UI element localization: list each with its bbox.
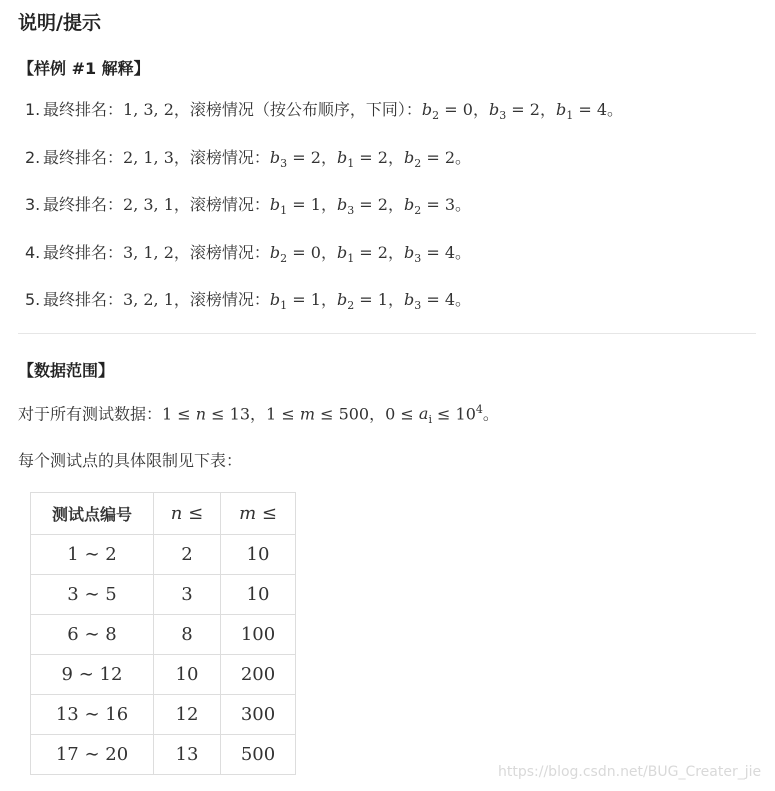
step-b-term: $b_1 = 1$	[269, 195, 321, 218]
step-mid: ，滚榜情况：	[173, 195, 270, 214]
limits-table	[30, 492, 296, 775]
cell-n: 2	[154, 535, 221, 575]
step-mid: ，滚榜情况：	[173, 242, 270, 262]
cell-testpoint: 6 ∼ 8	[31, 615, 154, 655]
divider	[18, 333, 756, 334]
step-order: 3, 1, 2	[123, 242, 174, 262]
step-order: 3, 2, 1	[123, 290, 174, 309]
cell-testpoint: 1 ∼ 2	[31, 535, 154, 575]
step-b-term: $b_3 = 4$	[403, 242, 455, 265]
step-number: 5.	[25, 290, 41, 309]
cell-n: 12	[154, 695, 221, 735]
step-mid: ，滚榜情况（按公布顺序，下同）：	[173, 100, 422, 119]
step-order: 2, 1, 3	[123, 147, 174, 167]
table-header-row	[31, 493, 296, 535]
cell-m: 500	[221, 735, 296, 775]
sample-step: 2. 最终排名：2, 1, 3，滚榜情况：$b_3 = 2$，$b_1 = 2$，$b_2 = 2$。	[25, 142, 623, 190]
section-heading: 说明/提示	[18, 12, 101, 34]
step-mid: ，滚榜情况：	[173, 290, 270, 309]
step-b-term: $b_1 = 1$	[269, 290, 321, 313]
cell-n: 13	[154, 735, 221, 775]
step-b-term: $b_1 = 4$	[555, 100, 607, 123]
step-prefix: 最终排名：	[43, 195, 124, 214]
constraints-prefix: 对于所有测试数据：	[18, 404, 163, 424]
step-order: 2, 3, 1	[123, 195, 174, 214]
table-row	[31, 615, 296, 655]
sample-step: 4. 最终排名：3, 1, 2，滚榜情况：$b_2 = 0$，$b_1 = 2$，$b_3 = 4$。	[25, 237, 623, 285]
step-number: 2.	[25, 147, 41, 167]
sample-explanation-heading: 【样例 #1 解释】	[18, 59, 150, 78]
step-b-term: $b_3 = 2$	[336, 195, 388, 218]
table-row	[31, 535, 296, 575]
step-number: 3.	[25, 195, 41, 214]
table-intro: 每个测试点的具体限制见下表：	[18, 451, 243, 470]
step-number: 4.	[25, 242, 41, 262]
table-row	[31, 575, 296, 615]
step-b-term: $b_3 = 2$	[488, 100, 540, 123]
cell-testpoint: 17 ∼ 20	[31, 735, 154, 775]
cell-m: 100	[221, 615, 296, 655]
step-b-term: $b_2 = 1$	[336, 290, 388, 313]
step-b-term: $b_2 = 3$	[403, 195, 455, 218]
table-row	[31, 735, 296, 775]
cell-n: 8	[154, 615, 221, 655]
step-b-term: $b_2 = 0$	[421, 100, 473, 123]
cell-m: 10	[221, 535, 296, 575]
step-order: 1, 3, 2	[123, 100, 174, 119]
sample-steps-list	[25, 94, 623, 332]
table-row	[31, 695, 296, 735]
cell-m: 200	[221, 655, 296, 695]
step-b-term: $b_2 = 2$	[403, 147, 455, 170]
step-prefix: 最终排名：	[43, 290, 124, 309]
step-b-term: $b_1 = 2$	[336, 242, 388, 265]
step-prefix: 最终排名：	[43, 242, 124, 262]
step-b-term: $b_3 = 4$	[403, 290, 455, 313]
sample-step: 3. 最终排名：2, 3, 1，滚榜情况：$b_1 = 1$，$b_3 = 2$，$b_2 = 3$。	[25, 189, 623, 237]
step-b-term: $b_1 = 2$	[336, 147, 388, 170]
cell-testpoint: 3 ∼ 5	[31, 575, 154, 615]
cell-m: 10	[221, 575, 296, 615]
cell-testpoint: 9 ∼ 12	[31, 655, 154, 695]
step-prefix: 最终排名：	[43, 100, 124, 119]
header-m: m ≤	[221, 493, 296, 535]
header-n: n ≤	[154, 493, 221, 535]
sample-step: 5. 最终排名：3, 2, 1，滚榜情况：$b_1 = 1$，$b_2 = 1$，$b_3 = 4$。	[25, 284, 623, 332]
step-prefix: 最终排名：	[43, 147, 124, 167]
watermark: https://blog.csdn.net/BUG_Creater_jie	[498, 764, 762, 780]
cell-n: 3	[154, 575, 221, 615]
table-row	[31, 655, 296, 695]
cell-testpoint: 13 ∼ 16	[31, 695, 154, 735]
step-b-term: $b_3 = 2$	[269, 147, 321, 170]
header-testpoint: 测试点编号	[31, 493, 154, 535]
step-number: 1.	[25, 100, 41, 119]
data-range-heading: 【数据范围】	[18, 361, 115, 380]
sample-step: 1. 最终排名：1, 3, 2，滚榜情况（按公布顺序，下同）：$b_2 = 0$，$b_3 = 2$，$b_1 = 4$。	[25, 94, 623, 142]
constraints-line: 对于所有测试数据：1 ≤ n ≤ 13，1 ≤ m ≤ 500，$0 \le a_i \le 10^4$。	[18, 403, 499, 427]
cell-n: 10	[154, 655, 221, 695]
step-b-term: $b_2 = 0$	[269, 242, 321, 265]
cell-m: 300	[221, 695, 296, 735]
step-mid: ，滚榜情况：	[173, 147, 270, 167]
